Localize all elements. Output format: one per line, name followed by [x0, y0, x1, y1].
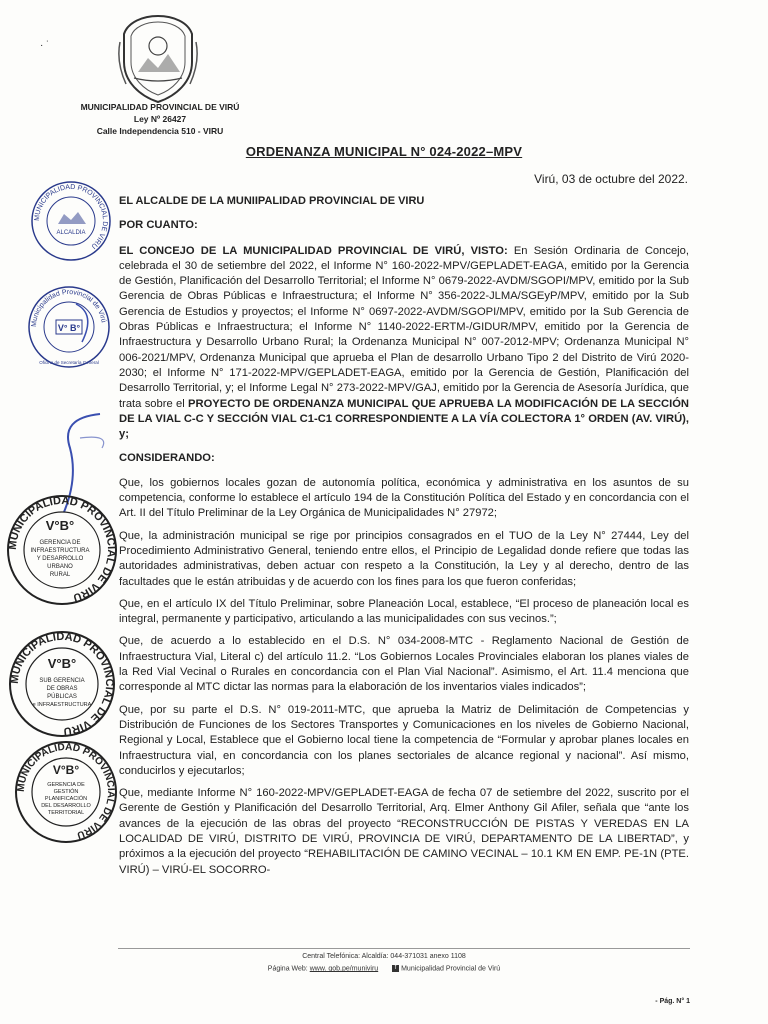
address: Calle Independencia 510 - VIRU — [96, 126, 224, 136]
stamp1-inner: ALCALDIA — [56, 230, 86, 236]
sub-gerencia-obras-stamp — [8, 630, 116, 738]
law-number: Ley Nº 26427 — [133, 114, 187, 124]
footer-web-link[interactable]: www. gob.pe/muniviru — [309, 965, 379, 973]
stamp3-line3: Y DESARROLLO — [36, 556, 84, 562]
footer-web-line — [0, 965, 768, 972]
ordinance-title: ORDENANZA MUNICIPAL N° 024-2022–MPV — [245, 144, 523, 159]
considerando-heading: CONSIDERANDO: — [119, 452, 215, 465]
stamp4-line1: SUB GERENCIA — [39, 678, 85, 684]
considerando-paragraph-3: Que, en el artículo IX del Título Preliminar, sobre Planeación Local, establece, “El proceso de planeación local es integral, permanente y participativo, articulando a las municipalidades con sus vecinos.”; — [119, 597, 689, 626]
stamp3-line2: INFRAESTRUCTURA — [30, 548, 90, 554]
stamp2-bottom: Oficina de Secretaría General — [39, 360, 99, 365]
considerando-paragraph-1: Que, los gobiernos locales gozan de autonomía política, económica y administrativa en los asuntos de su competencia, conforme lo establece el artículo 194 de la Constitución Política del Estado y en concordancia con el Art. II del Título Preliminar de la Ley Orgánica de Municipalidades N° 27972; — [119, 476, 689, 520]
stamp5-line1: GERENCIA DE — [47, 782, 85, 788]
footer-web-label: Página Web: — [267, 965, 308, 973]
alcaldia-stamp — [30, 180, 112, 262]
visto-project: PROYECTO DE ORDENANZA MUNICIPAL QUE APRUEBA LA MODIFICACIÓN DE LA SECCIÓN DE LA VIAL C-C Y SECCIÓN VIAL C1-C1 CORRESPONDIENTE A LA VÍA COLECTORA 1° ORDEN (AV. VIRÚ), y; — [119, 397, 689, 441]
visto-body: En Sesión Ordinaria de Concejo, celebrada el 30 de setiembre del 2022, el Informe N° 160-2022-MPV/GEPLADET-EAGA, emitido por la Gerencia de Gestión, Planificación del Desarrollo Territorial; el Informe N° 0679-2022-AVDM/SGOPI/MPV, emitido por la Sub Gerencia de Obras Públicas e Infraestructura; el Informe N° 356-2022-JLMA/SGEyP/MPV, emitido por la Sub Gerencia de Estudios y proyectos; el Informe N° 0697-2022-AVDM/SGOPI/MPV, emitido por la Sub Gerencia de Obras Públicas e Infraestructura; el Informe N° 1140-2022-ERTM-/GIDUR/MPV, emitido por la Gerencia de Infraestructura y Desarrollo Urbano Rural; la Ordenanza Municipal N° 007-2012-MPV; Ordenanza Municipal N° 006-2021/MPV, Ordenanza Municipal que aprueba el Plan de desarrollo Urbano Tipo 2 del Distrito de Virú 2020-2030; el Informe N° 171-2022-MPV/GEPLADET-EAGA, emitido por la Gerencia de Gestión, Planificación del Desarrollo Territorial, y; el Informe Legal N° 273-2022-MPV/GAJ, emitido por la Gerencia de Asesoría Jurídica, que trata sobre el — [119, 244, 690, 410]
footer-facebook: Municipalidad Provincial de Virú — [401, 965, 501, 973]
page-number: - Pág. N° 1 — [655, 998, 690, 1005]
stamp5-ring-text: MUNICIPALIDAD PROVINCIAL DE VIRU — [15, 741, 117, 841]
stamp5-vb: V°B° — [52, 763, 80, 777]
stamp3-line5: RURAL — [49, 572, 71, 578]
stamp5-line3: PLANIFICACIÓN — [44, 796, 88, 802]
stamp2-ring-text: Municipalidad Provincial de Virú — [30, 288, 107, 328]
gerencia-planificacion-stamp — [14, 740, 118, 844]
stamp3-vb: V°B° — [45, 518, 75, 533]
por-cuanto-heading: POR CUANTO: — [119, 219, 198, 232]
visto-lead: EL CONCEJO DE LA MUNICIPALIDAD PROVINCIAL DE VIRÚ, VISTO: — [119, 244, 508, 257]
svg-text:Municipalidad Provincial de Vi — [31, 289, 107, 327]
stamp4-line4: e INFRAESTRUCTURA — [32, 702, 92, 708]
considerando-paragraph-2: Que, la administración municipal se rige por principios consagrados en el TUO de la Ley N° 27444, Ley del Procedimiento Administrativo General, teniendo entre ellos, el Principio de Legalidad donde refiere que todas las autoridades administrativas, deben actuar con respeto a la Constitución, la Ley y al derecho, dentro de las facultades que le están atribuidas y de acuerdo con los fines para los que fueron conferidas; — [119, 529, 689, 588]
stamp4-line2: DE OBRAS — [46, 686, 78, 692]
footer-divider — [118, 948, 690, 949]
considerando-paragraph-5: Que, por su parte el D.S. N° 019-2011-MTC, que aprueba la Matriz de Delimitación de Competencias y Distribución de Funciones de los Sectores Transportes y Comunicaciones en los niveles de Gobierno Nacional, Regional y Local, Establece que el Gobierno local tiene la competencia de “Formular y aprobar planes locales en Infraestructura vial, en concordancia con los planes sectoriales de alcance regional y nacional”. Así mismo, conducirlos y ejecutarlos; — [119, 703, 689, 777]
stamp4-vb: V°B° — [47, 656, 77, 671]
considerando-paragraph-6: Que, mediante Informe N° 160-2022-MPV/GEPLADET-EAGA de fecha 07 de setiembre del 2022, suscrito por el Gerente de Gestión y Planificación del Desarrollo Territorial, Arq. Elmer Anthony Gil Afiler, señala que “ante los avances de la ejecución de las obras del proyecto “RECONSTRUCCIÓN DE PISTAS Y VEREDAS EN LA LOCALIDAD DE VIRÚ, DISTRITO DE VIRÚ, PROVINCIA DE VIRÚ, DEPARTAMENTO DE LA LIBERTAD”, y próximos a la ejecución del proyecto “REHABILITACIÓN DE CAMINO VECINAL – 10.1 KM EN EMP. PE-1N (PTE. VIRÚ) – VIRÚ-EL SOCORRO- — [119, 787, 689, 876]
visto-paragraph — [119, 244, 689, 443]
stamp2-vb: V° B° — [57, 323, 81, 333]
dot-marks: · ˙ — [40, 40, 50, 51]
stamp4-line3: PÚBLICAS — [47, 694, 77, 700]
stamp3-line1: GERENCIA DE — [39, 540, 81, 546]
stamp4-ring-text: MUNICIPALIDAD PROVINCIAL DE VIRU — [8, 630, 116, 738]
document-date: Virú, 03 de octubre del 2022. — [534, 172, 688, 186]
stamp5-line5: TERRITORIAL — [47, 810, 85, 816]
secretaria-stamp — [26, 284, 112, 370]
considerando-paragraph-4: Que, de acuerdo a lo establecido en el D.S. N° 034-2008-MTC - Reglamento Nacional de Gestión de Infraestructura Vial, Literal c) del artículo 11.2. “Los Gobiernos Locales Provinciales elaboran los planes viales de la Red Vial Vecinal o Rurales en concordancia con el Plan Vial Nacional”. Asimismo, el Art. 11.4 menciona que corresponde al MTC dictar las normas para la elaboración de los inventarios viales indicados”; — [119, 635, 689, 694]
document-body — [119, 194, 689, 885]
gerencia-infraestructura-stamp — [6, 494, 118, 606]
stamp5-line4: DEL DESARROLLO — [41, 803, 91, 809]
footer-phone: Central Telefónica: Alcaldía: 044-371031 anexo 1108 — [302, 953, 466, 960]
institution-name: MUNICIPALIDAD PROVINCIAL DE VIRÚ — [80, 102, 240, 112]
addressee: EL ALCALDE DE LA MUNIIPALIDAD PROVINCIAL DE VIRU — [119, 195, 425, 207]
svg-text:MUNICIPALIDAD PROVINCIAL DE VI — [34, 184, 108, 250]
stamp5-line2: GESTIÓN — [53, 789, 79, 795]
stamp3-ring-text: MUNICIPALIDAD PROVINCIAL DE VIRU — [6, 494, 118, 604]
stamp3-line4: URBANO — [47, 564, 73, 570]
coat-of-arms-logo — [118, 12, 198, 104]
facebook-icon: f — [392, 965, 399, 972]
stamp1-ring-text: MUNICIPALIDAD PROVINCIAL DE VIRU — [33, 183, 109, 250]
